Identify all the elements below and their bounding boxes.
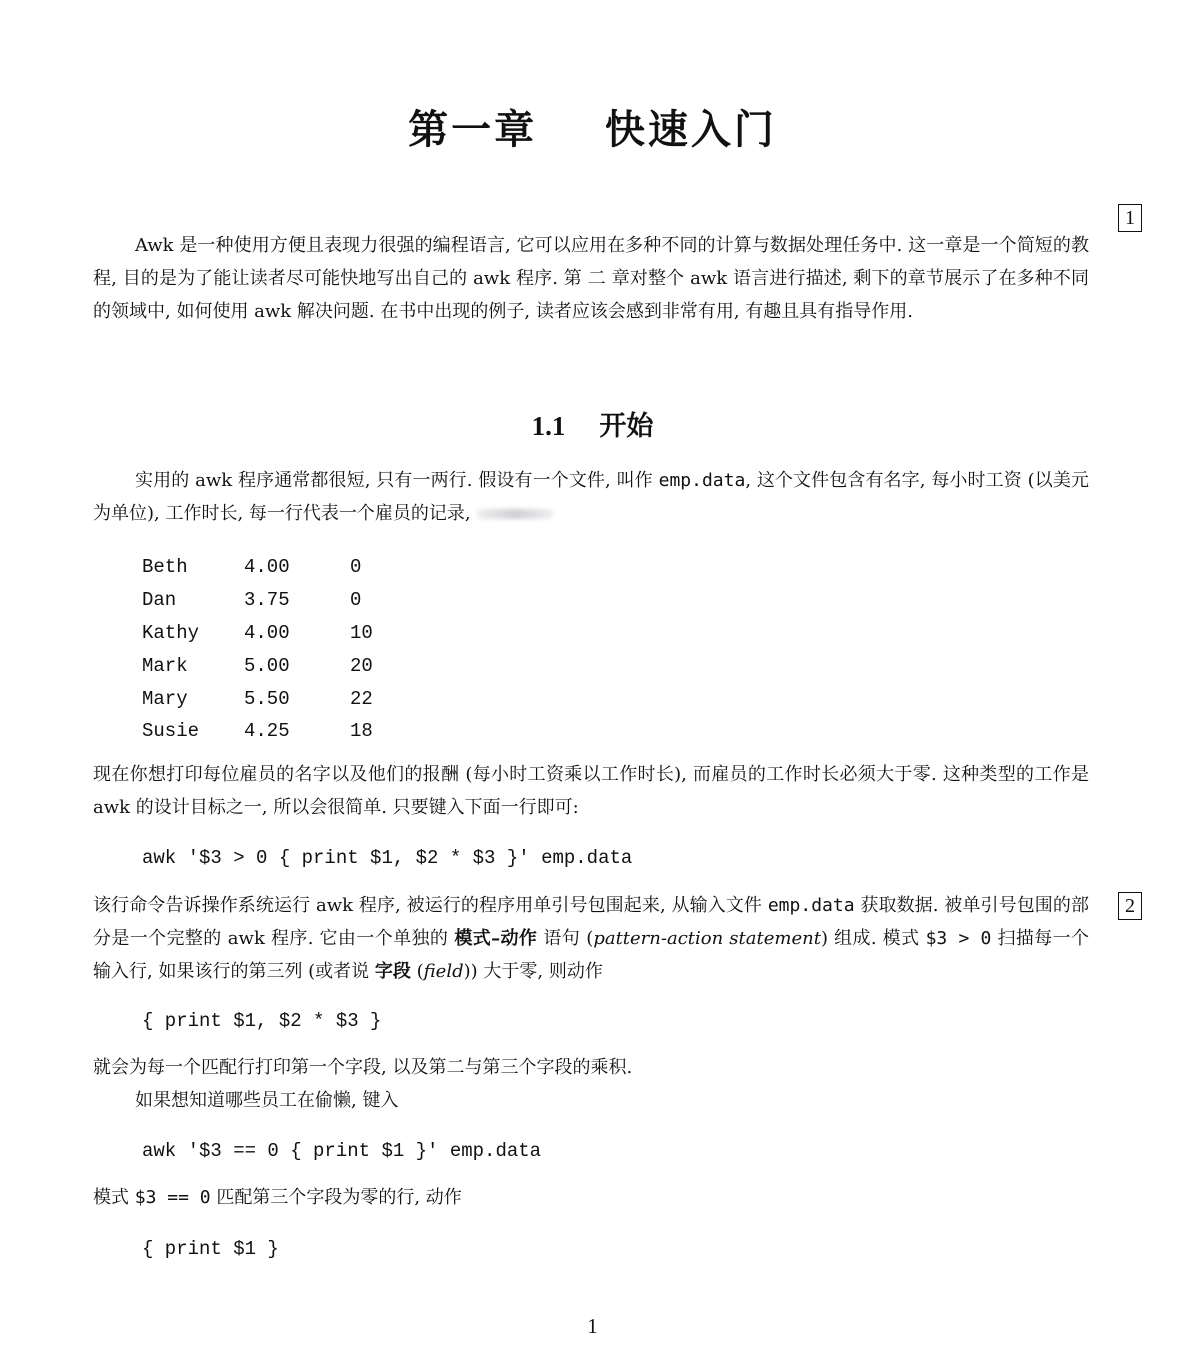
employee-hours: 18 bbox=[350, 720, 373, 743]
chapter-title: 第一章 快速入门 bbox=[408, 106, 777, 153]
margin-note-2: 2 bbox=[1118, 892, 1142, 920]
inline-code: $3 == 0 bbox=[134, 1187, 211, 1208]
table-row bbox=[142, 682, 410, 715]
employee-hours: 10 bbox=[350, 621, 373, 644]
employee-data-table bbox=[142, 551, 410, 748]
table-row bbox=[142, 551, 410, 584]
redacted-blur bbox=[476, 509, 554, 519]
paragraph-result: 就会为每一个匹配行打印第一个字段, 以及第二与第三个字段的乘积. bbox=[93, 1057, 633, 1078]
employee-rate: 5.50 bbox=[244, 687, 290, 710]
term-field-english: field bbox=[423, 961, 464, 982]
margin-note-1: 1 bbox=[1118, 204, 1142, 232]
employee-hours: 0 bbox=[350, 556, 362, 579]
employee-name: Kathy bbox=[142, 621, 200, 644]
employee-rate: 4.25 bbox=[244, 720, 290, 743]
term-pattern-action-english: pattern-action statement bbox=[593, 928, 821, 949]
paragraph-text: , 这个文件包含有名字, 每小时工资 (以美元为单位), 工作时长, 每一行代表一个雇员的记录, bbox=[93, 470, 1089, 524]
code-example-4: { print $1 } bbox=[142, 1238, 279, 1260]
table-row bbox=[142, 715, 410, 748]
code-example-2: { print $1, $2 * $3 } bbox=[142, 1010, 382, 1032]
employee-rate: 5.00 bbox=[244, 654, 290, 677]
paragraph-text: 模式 bbox=[93, 1187, 135, 1208]
paragraph-text: )) 大于零, 则动作 bbox=[463, 961, 603, 982]
intro-paragraph: Awk 是一种使用方便且表现力很强的编程语言, 它可以应用在多种不同的计算与数据处理任务中. 这一章是一个简短的教程, 目的是为了能让读者尽可能快地写出自己的 awk 程序. 第 二 章对整个 awk 语言进行描述, 剩下的章节展示了在多种不同的领域中, 如何使用 awk 解决问题. 在书中出现的例子, 读者应该会感到非常有用, 有趣且具有指导作用. bbox=[93, 235, 1089, 322]
table-row bbox=[142, 617, 410, 650]
employee-rate: 4.00 bbox=[244, 556, 290, 579]
paragraph-task: 现在你想打印每位雇员的名字以及他们的报酬 (每小时工资乘以工作时长), 而雇员的工作时长必须大于零. 这种类型的工作是 awk 的设计目标之一, 所以会很简单. 只要键入下面一行即可: bbox=[93, 764, 1089, 818]
employee-name: Mark bbox=[142, 654, 188, 677]
table-row bbox=[142, 649, 410, 682]
section-heading bbox=[0, 404, 1185, 443]
employee-hours: 22 bbox=[350, 687, 373, 710]
filename-code: emp.data bbox=[767, 895, 855, 916]
paragraph-text: 实用的 awk 程序通常都很短, 只有一两行. 假设有一个文件, 叫作 bbox=[135, 470, 659, 491]
employee-name: Beth bbox=[142, 556, 188, 579]
paragraph-text: ( bbox=[410, 961, 424, 982]
paragraph-text: 获取数据. 被单引号包围的部分是一个完整的 awk 程序. 它由一个单独的 bbox=[93, 895, 1089, 949]
employee-rate: 3.75 bbox=[244, 589, 290, 612]
section-title: 开始 bbox=[599, 411, 654, 442]
employee-hours: 20 bbox=[350, 654, 373, 677]
employee-hours: 0 bbox=[350, 589, 362, 612]
paragraph-pattern-zero bbox=[93, 1181, 1089, 1214]
paragraph-getting-started bbox=[93, 464, 1089, 530]
employee-name: Dan bbox=[142, 589, 177, 612]
section-number: 1.1 bbox=[531, 411, 566, 441]
term-field: 字段 bbox=[374, 961, 411, 982]
filename-code: emp.data bbox=[658, 470, 746, 491]
table-row bbox=[142, 584, 410, 617]
paragraph-explanation bbox=[93, 889, 1089, 988]
paragraph-text: 扫描每一个输入行, 如果该行的第三列 (或者说 bbox=[93, 928, 1090, 982]
paragraph-text: 匹配第三个字段为零的行, 动作 bbox=[210, 1187, 462, 1208]
employee-name: Susie bbox=[142, 720, 200, 743]
paragraph-lazy: 如果想知道哪些员工在偷懒, 键入 bbox=[135, 1090, 399, 1111]
code-example-1: awk '$3 > 0 { print $1, $2 * $3 }' emp.data bbox=[142, 847, 633, 869]
paragraph-text: ) 组成. 模式 bbox=[820, 928, 926, 949]
page-number: 1 bbox=[587, 1314, 598, 1338]
inline-code: $3 > 0 bbox=[925, 928, 992, 949]
paragraph-text: 语句 ( bbox=[537, 928, 594, 949]
paragraph-text: 该行命令告诉操作系统运行 awk 程序, 被运行的程序用单引号包围起来, 从输入文件 bbox=[93, 895, 768, 916]
employee-rate: 4.00 bbox=[244, 621, 290, 644]
term-pattern-action: 模式–动作 bbox=[454, 928, 538, 949]
employee-name: Mary bbox=[142, 687, 188, 710]
code-example-3: awk '$3 == 0 { print $1 }' emp.data bbox=[142, 1140, 542, 1162]
